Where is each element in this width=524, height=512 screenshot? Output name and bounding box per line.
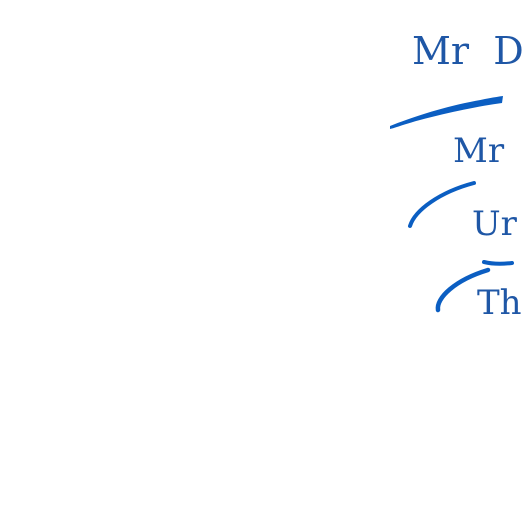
note-title-text: Mr D [412,29,524,73]
ink-stroke-dash [484,262,512,264]
note-line-3-text: Ur [472,204,517,244]
ink-stroke-underline [390,96,503,129]
note-line-4-text: Th [477,283,522,323]
note-line-2-text: Mr [453,131,505,171]
ink-stroke-hook-1 [410,183,474,226]
